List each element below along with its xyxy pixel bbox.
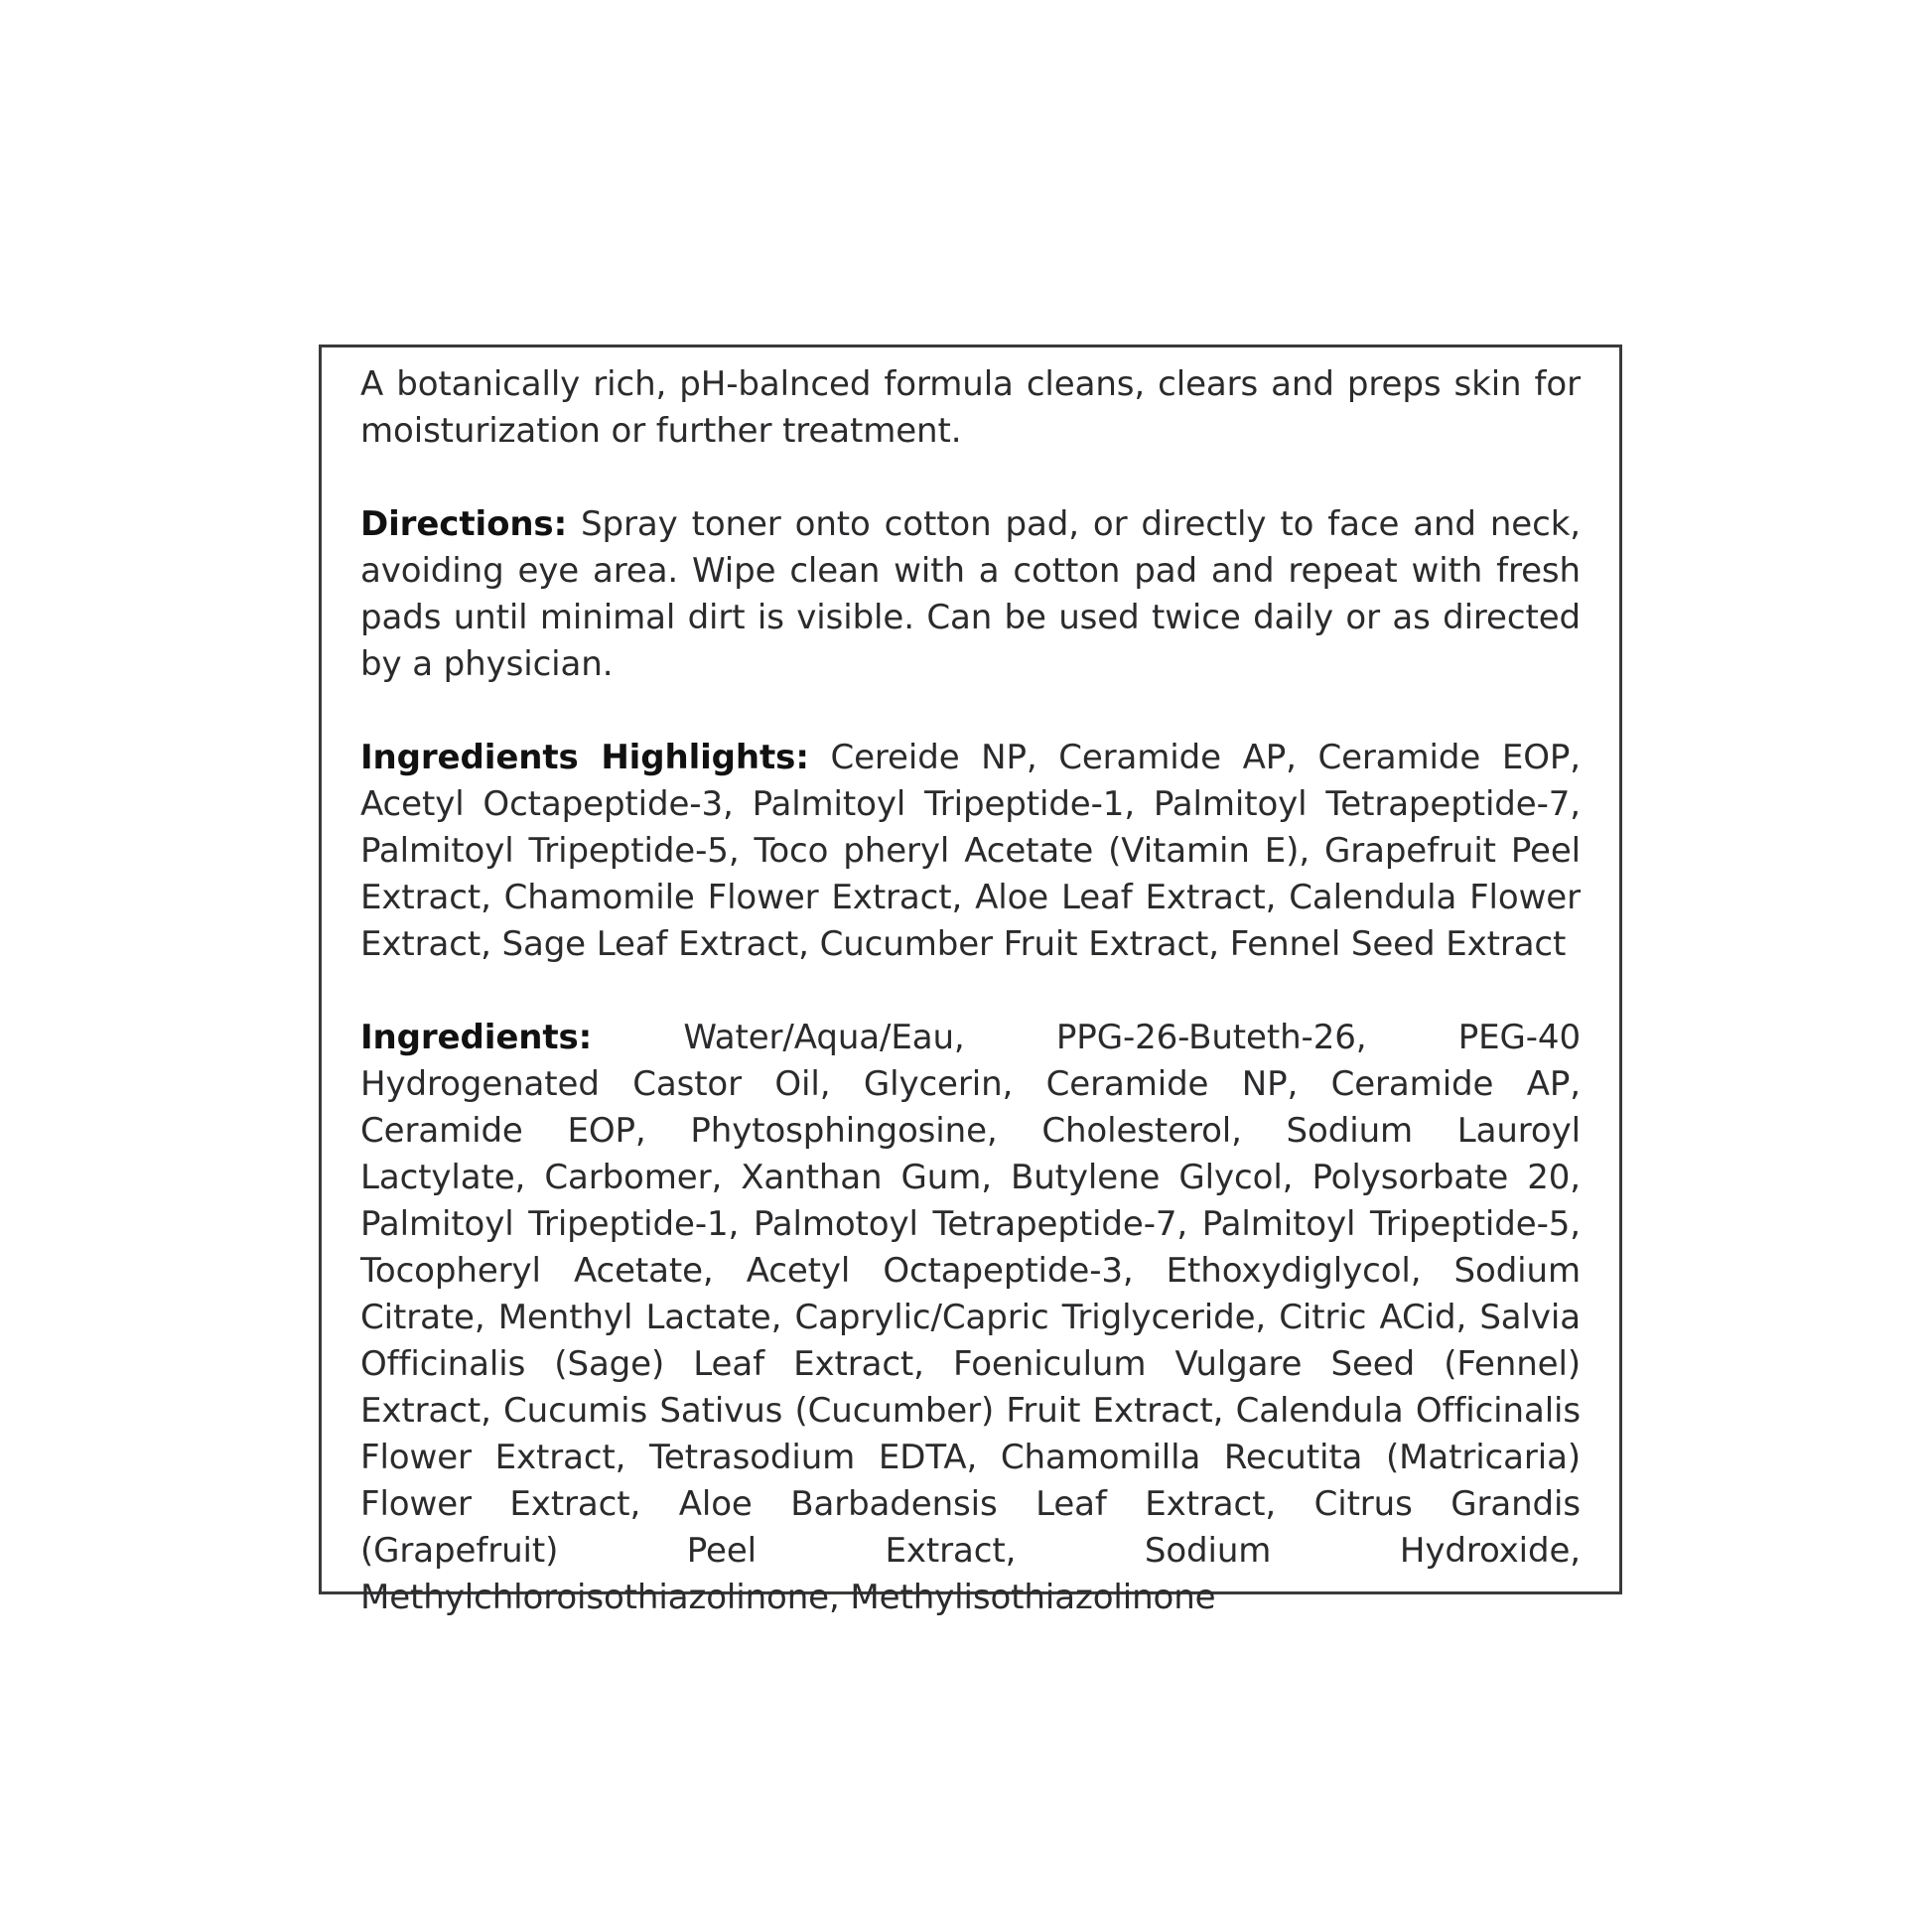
directions-heading: Directions: <box>360 504 568 544</box>
ingredients-text: Water/Aqua/Eau, PPG-26-Buteth-26, PEG-40 Hydrogenated Castor Oil, Glycerin, Ceramide NP, Ceramide AP, Ceramide EOP, Phytosphingosine, Cholesterol, Sodium Lauroyl Lactylate, Carbomer, Xanthan Gum, Butylene Glycol, Polysorbate 20, Palmitoyl Tripeptide-1, Palmotoyl Tetrapeptide-7, Palmitoyl Tripeptide-5, Tocopheryl Acetate, Acetyl Octapeptide-3, Ethoxydiglycol, Sodium Citrate, Menthyl Lactate, Caprylic/Capric Triglyceride, Citric ACid, Salvia Officinalis (Sage) Leaf Extract, Foeniculum Vulgare Seed (Fennel) Extract, Cucumis Sativus (Cucumber) Fruit Extract, Calendula Officinalis Flower Extract, Tetrasodium EDTA, Chamomilla Recutita (Matricaria) Flower Extract, Aloe Barbadensis Leaf Extract, Citrus Grandis (Grapefruit) Peel Extract, Sodium Hydroxide, Methylchloroisothiazolinone, Methylisothiazolinone <box>360 1018 1581 1617</box>
directions-paragraph <box>360 501 1581 688</box>
intro-paragraph <box>360 361 1581 455</box>
product-info-box <box>319 345 1622 1617</box>
highlights-paragraph <box>360 735 1581 968</box>
directions-text: Spray toner onto cotton pad, or directly to face and neck, avoiding eye area. Wipe clean with a cotton pad and repeat with fresh pads until minimal dirt is visible. Can be used twice daily or as directed by a physician. <box>360 504 1581 684</box>
highlights-heading: Ingredients Highlights: <box>360 738 809 777</box>
ingredients-paragraph <box>360 1015 1581 1621</box>
ingredients-heading: Ingredients: <box>360 1018 593 1057</box>
highlights-text: Cereide NP, Ceramide AP, Ceramide EOP, Acetyl Octapeptide-3, Palmitoyl Tripeptide-1, Palmitoyl Tetrapeptide-7, Palmitoyl Tripeptide-5, Toco pheryl Acetate (Vitamin E), Grapefruit Peel Extract, Chamomile Flower Extract, Aloe Leaf Extract, Calendula Flower Extract, Sage Leaf Extract, Cucumber Fruit Extract, Fennel Seed Extract <box>360 738 1581 964</box>
intro-text: A botanically rich, pH-balnced formula cleans, clears and preps skin for moisturization or further treatment. <box>360 364 1581 451</box>
